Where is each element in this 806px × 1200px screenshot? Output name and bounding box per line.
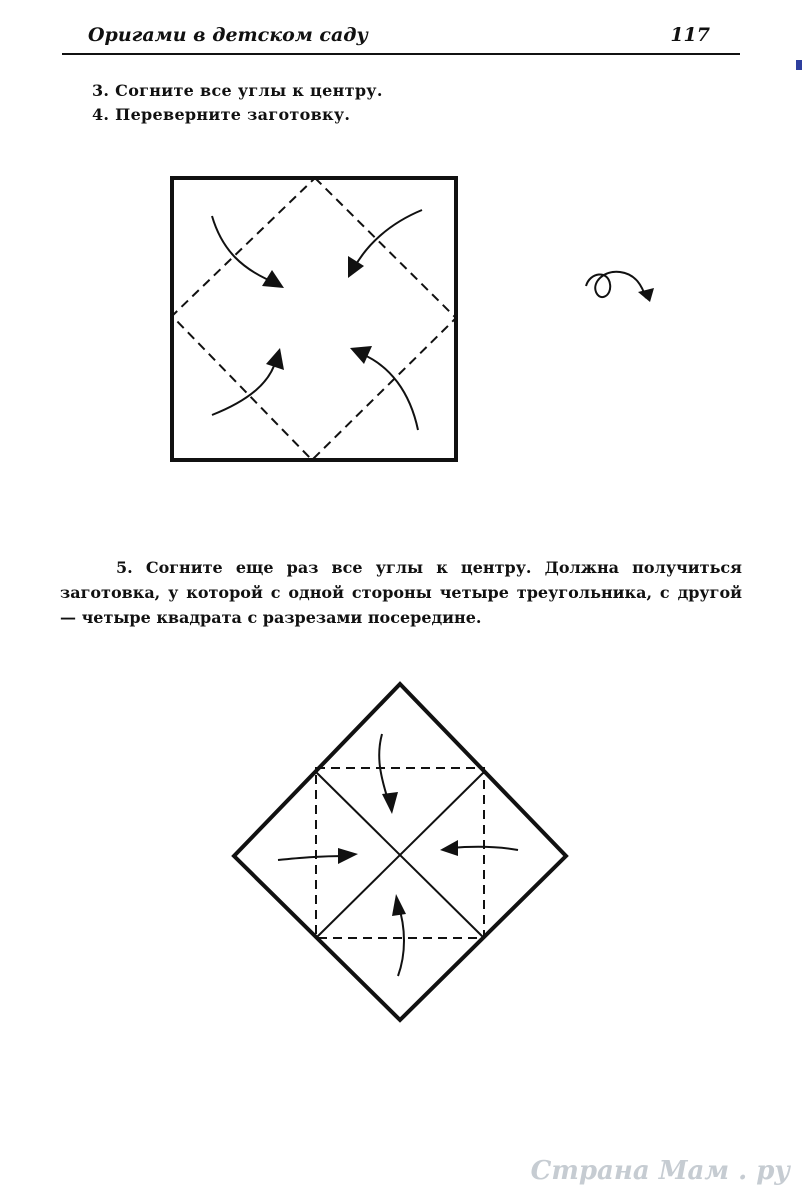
figure-1-square [160,168,470,473]
step-3-text: 3. Согните все углы к центру. [92,81,383,100]
flip-over-icon [580,264,666,312]
fold-arrow-bottom-right [362,354,418,430]
figure-2-diamond [226,676,578,1028]
step-5-text: 5. Согните еще раз все углы к центру. Должна получиться заготовка, у которой с одной стороны четыре треугольника, с другой — четыре квадрата с разрезами посередине. [60,558,742,627]
header-rule [62,53,740,55]
edge-mark [796,60,802,70]
outer-square [172,178,456,460]
dashed-fold-diamond [172,178,456,460]
fold-arrow-top-right [354,210,422,268]
page-number: 117 [670,24,710,46]
running-title: Оригами в детском саду [88,24,368,46]
arrowhead [348,256,364,278]
fold-arrow-top-left [212,216,278,284]
step-4-text: 4. Переверните заготовку. [92,105,351,124]
page-header [88,24,710,54]
fold-arrow-left [278,856,348,860]
arrowhead [350,346,372,364]
watermark: Страна Мам . ру [530,1156,790,1186]
arrowhead [266,348,284,370]
